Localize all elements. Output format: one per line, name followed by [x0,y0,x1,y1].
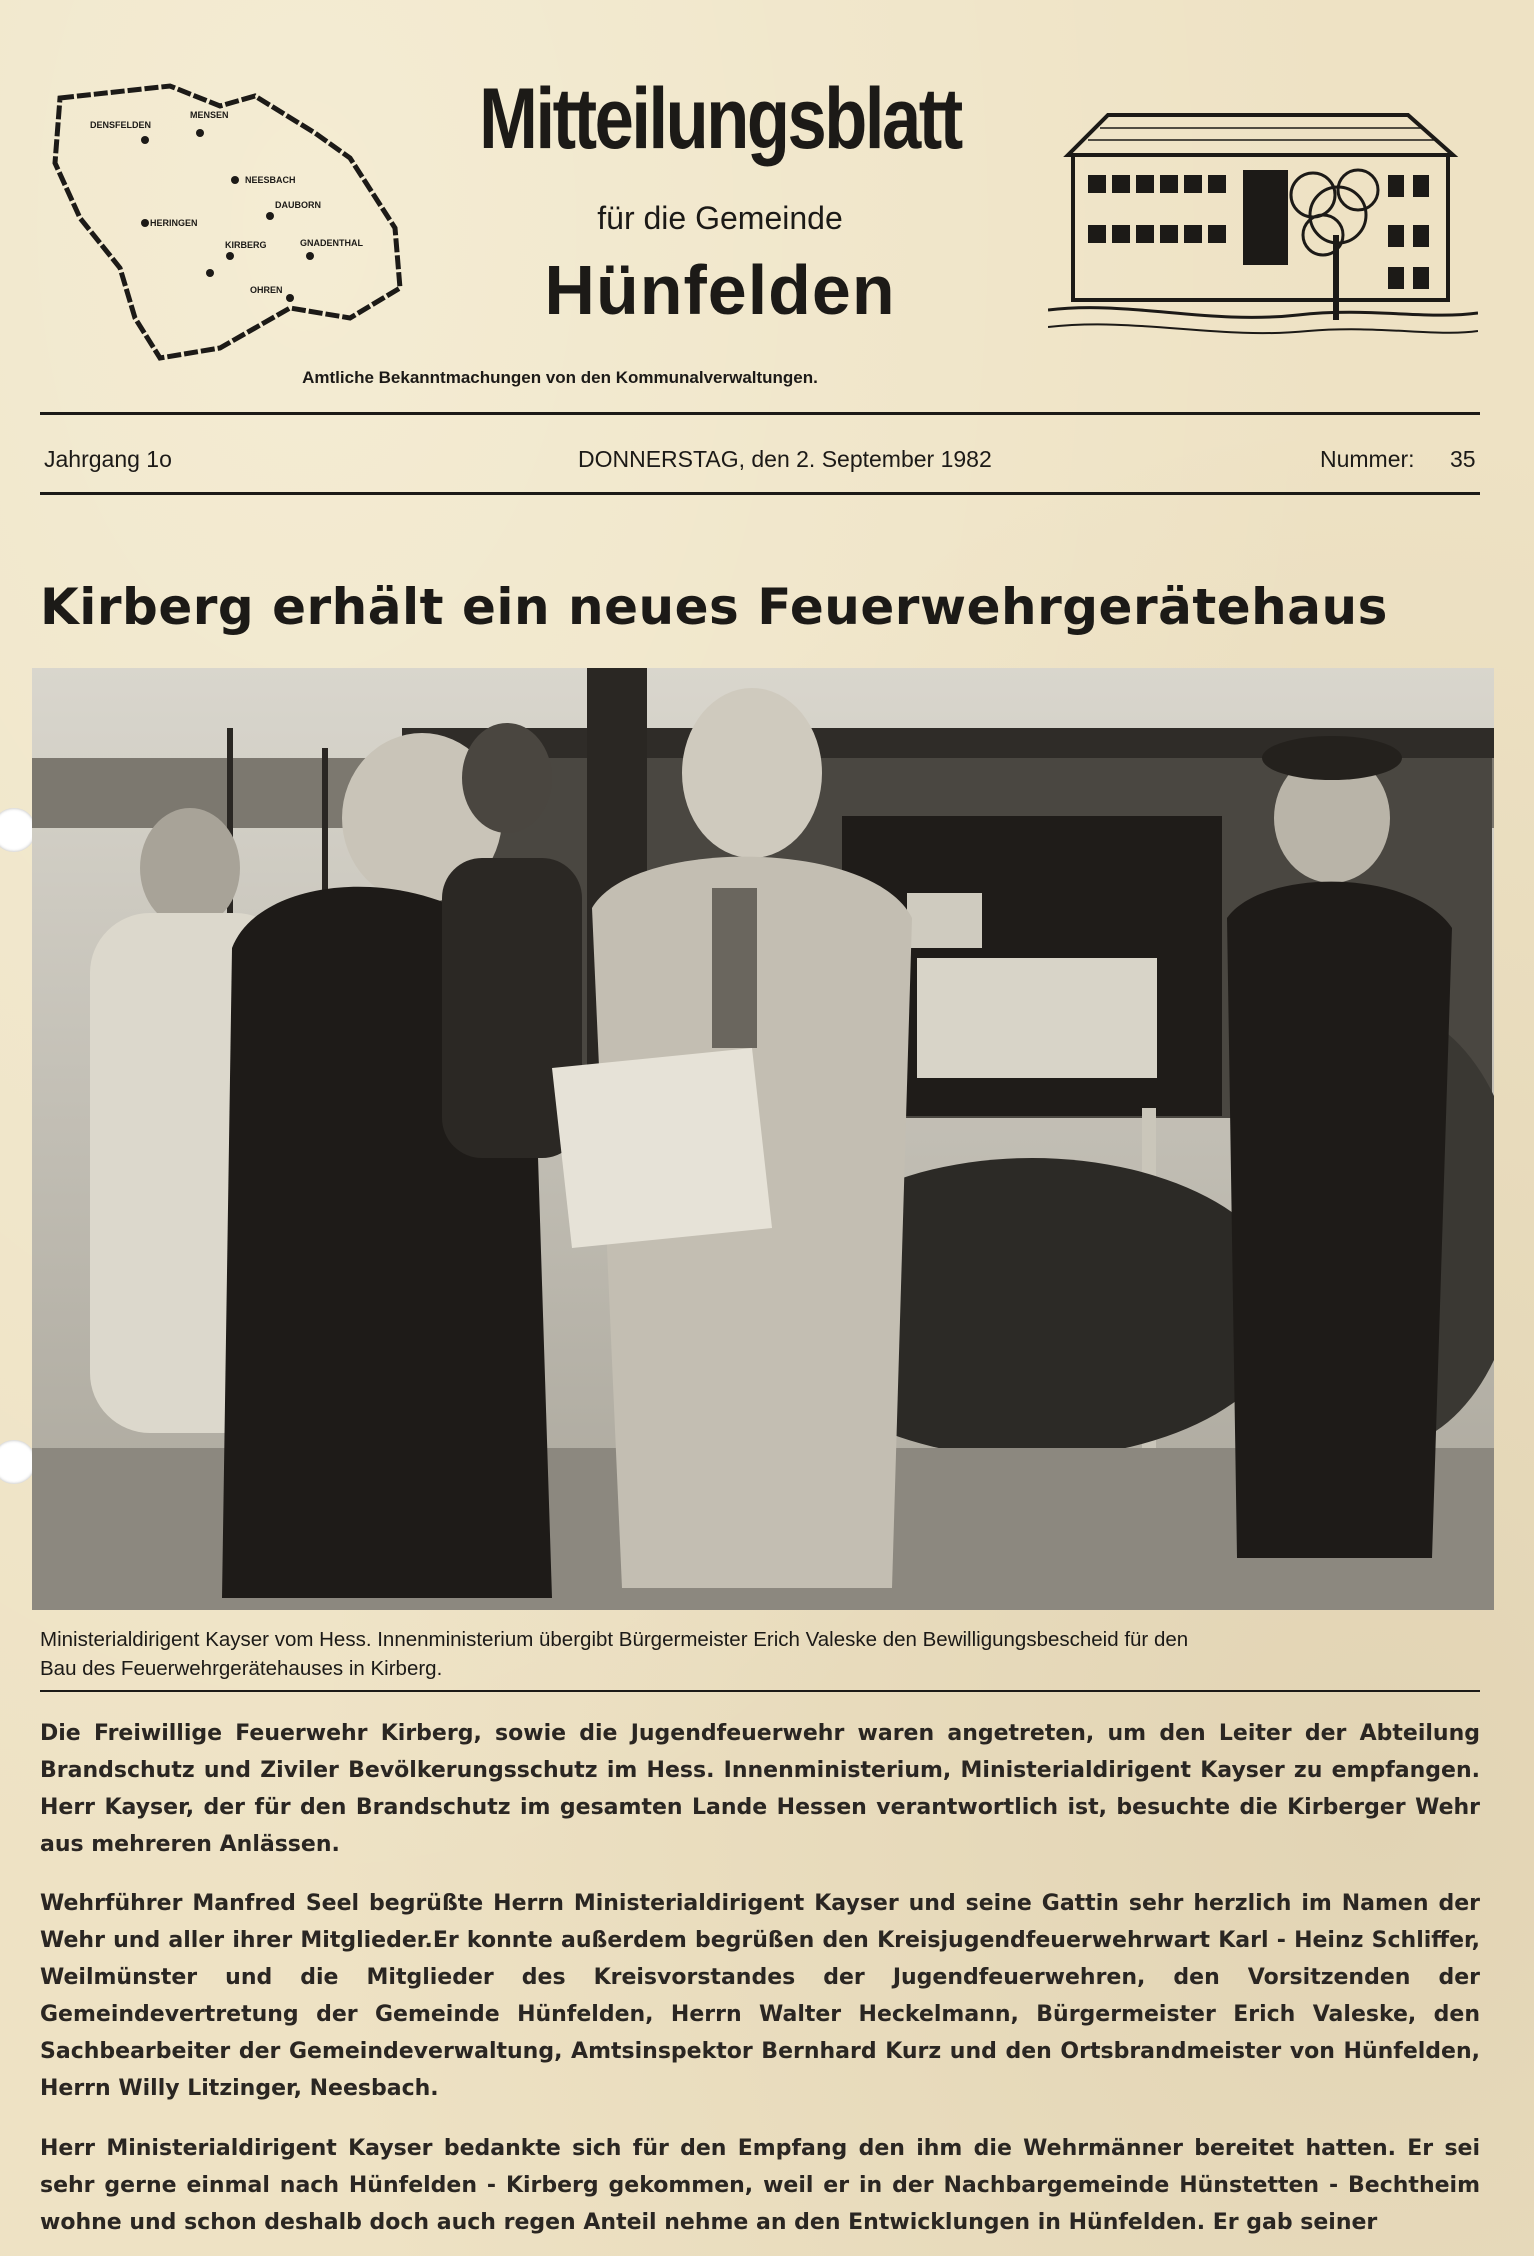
header-rule [40,412,1480,415]
town-hall-illustration [1048,95,1478,340]
article-body [40,1885,1480,2107]
issue-number: 35 [1450,446,1476,472]
issue-number-label: Nummer: [1320,446,1415,472]
article-body [40,1715,1480,1863]
volume: Jahrgang 1o [44,446,172,472]
article-photo [32,668,1494,1610]
masthead-town: Hünfelden [544,251,896,329]
article-headline: Kirberg erhält ein neues Feuerwehrgerätehaus [40,578,1388,636]
punch-hole [0,1440,36,1484]
municipality-map [50,78,410,363]
map-label: NEESBACH [245,175,296,185]
article-paragraph: Herr Ministerialdirigent Kayser bedankte sich für den Empfang den ihm die Wehrmänner bereitet hatten. Er sei sehr gerne einmal nach Hünfelden - Kirberg gekommen, weil er in der Nachbargemeinde Hünstetten - Bechtheim wohne und schon deshalb doch auch regen Anteil nehme an den Entwicklungen in Hünfelden. Er gab seiner [40,2136,1480,2235]
masthead-subtitle: für die Gemeinde [597,200,843,236]
header-rule [40,492,1480,495]
article-paragraph: Die Freiwillige Feuerwehr Kirberg, sowie die Jugendfeuerwehr waren angetreten, um den Leiter der Abteilung Brandschutz und Ziviler Bevölkerungsschutz im Hess. Innenministerium, Ministerialdirigent Kayser zu empfangen. Herr Kayser, der für den Brandschutz im gesamten Lande Hessen verantwortlich ist, besuchte die Kirberger Wehr aus mehreren Anlässen. [40,1721,1480,1857]
caption-line: Bau des Feuerwehrgerätehauses in Kirberg. [40,1657,443,1680]
issue-date: DONNERSTAG, den 2. September 1982 [578,446,992,472]
map-label: HERINGEN [150,218,198,228]
issue-info-row [40,440,1480,480]
masthead-title: Mitteilungsblatt [479,71,961,167]
caption-rule [40,1690,1480,1692]
map-label: GNADENTHAL [300,238,363,248]
article-body [40,2130,1480,2241]
official-notice-line: Amtliche Bekanntmachungen von den Kommunalverwaltungen. [302,368,818,387]
map-label: KIRBERG [225,240,267,250]
map-label: OHREN [250,285,283,295]
map-label: DENSFELDEN [90,120,152,130]
punch-hole [0,808,36,852]
map-label: DAUBORN [275,200,321,210]
map-label: MENSEN [190,110,229,120]
caption-line: Ministerialdirigent Kayser vom Hess. Innenministerium übergibt Bürgermeister Erich Valeske den Bewilligungsbescheid für den [40,1628,1189,1651]
photo-caption [40,1625,1480,1683]
article-paragraph: Wehrführer Manfred Seel begrüßte Herrn Ministerialdirigent Kayser und seine Gattin sehr herzlich im Namen der Wehr und aller ihrer Mitglieder.Er konnte außerdem begrüßen den Kreisjugendfeuerwehrwart Karl - Heinz Schliffer, Weilmünster und die Mitglieder des Kreisvorstandes der Jugendfeuerwehren, den Vorsitzenden der Gemeindevertretung der Gemeinde Hünfelden, Herrn Walter Heckelmann, Bürgermeister Erich Valeske, den Sachbearbeiter der Gemeindeverwaltung, Amtsinspektor Bernhard Kurz und den Ortsbrandmeister von Hünfelden, Herrn Willy Litzinger, Neesbach. [40,1891,1480,2101]
